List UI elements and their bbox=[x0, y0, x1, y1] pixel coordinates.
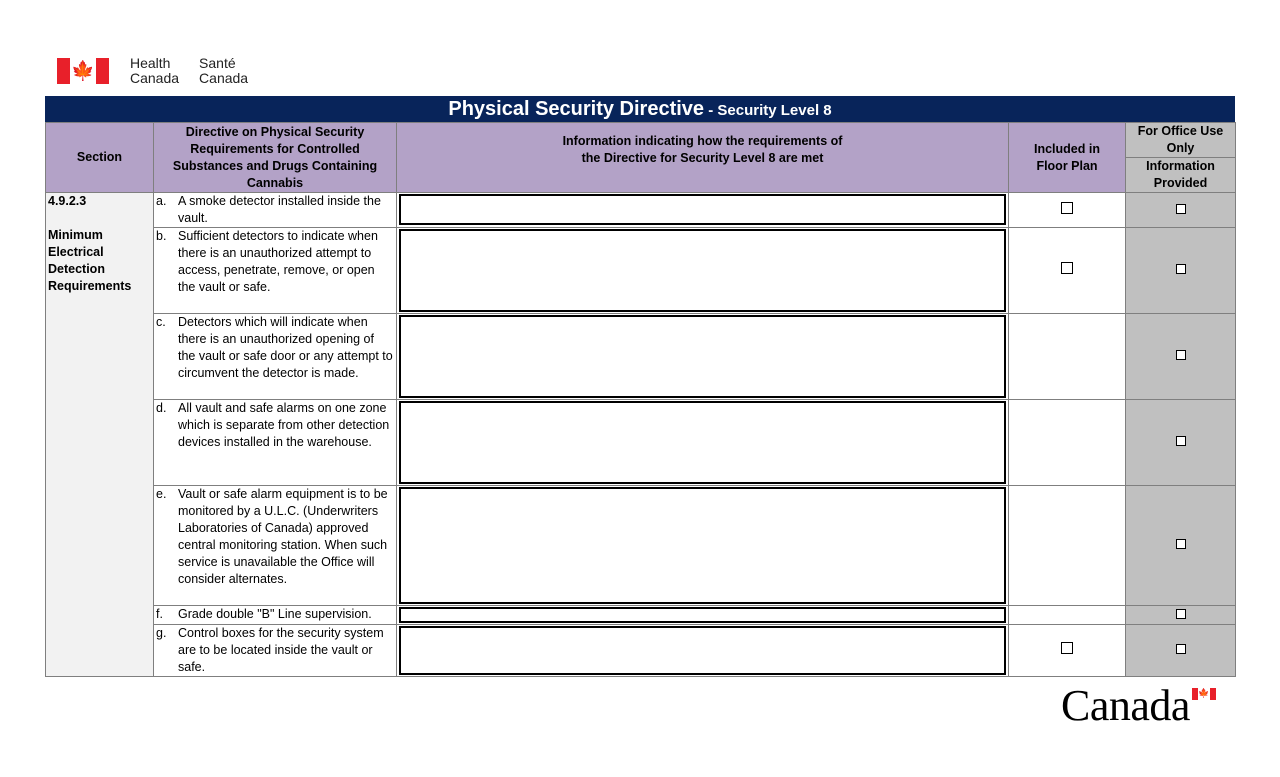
info-provided-checkbox[interactable] bbox=[1176, 644, 1186, 654]
directive-cell bbox=[154, 625, 397, 677]
table-row bbox=[46, 228, 1236, 314]
information-cell bbox=[397, 400, 1009, 486]
included-cell bbox=[1009, 486, 1126, 606]
canada-flag-icon: 🍁 bbox=[57, 58, 109, 84]
information-input[interactable] bbox=[399, 487, 1006, 604]
info-provided-checkbox[interactable] bbox=[1176, 539, 1186, 549]
table-row bbox=[46, 606, 1236, 625]
item-text: Sufficient detectors to indicate when there is an unauthorized attempt to access, penetrate, remove, or open the vault or safe. bbox=[178, 229, 378, 294]
item-letter: b. bbox=[156, 229, 167, 243]
brand-french: Santé Canada bbox=[199, 55, 249, 86]
information-input[interactable] bbox=[399, 194, 1006, 225]
brand-english: Health Canada bbox=[130, 55, 180, 86]
section-name: Minimum Electrical Detection Requirements bbox=[48, 228, 132, 293]
item-text: Vault or safe alarm equipment is to be monitored by a U.L.C. (Underwriters Laboratories of Canada) approved central monitoring station. When such service is unavailable the Office will consider alternates. bbox=[178, 487, 388, 586]
item-text: All vault and safe alarms on one zone which is separate from other detection devices installed in the warehouse. bbox=[178, 401, 390, 449]
included-cell bbox=[1009, 400, 1126, 486]
col-directive-header: Directive on Physical Security Requirements for Controlled Substances and Drugs Containing Cannabis bbox=[154, 123, 397, 193]
page-title bbox=[45, 96, 1235, 122]
item-text: Detectors which will indicate when there is an unauthorized opening of the vault or safe door or any attempt to circumvent the detector is made. bbox=[178, 315, 393, 380]
table-row bbox=[46, 193, 1236, 228]
item-text: Grade double "B" Line supervision. bbox=[178, 607, 372, 621]
included-checkbox[interactable] bbox=[1061, 262, 1073, 274]
information-cell bbox=[397, 193, 1009, 228]
included-cell bbox=[1009, 606, 1126, 625]
col-included-header: Included in Floor Plan bbox=[1009, 123, 1126, 193]
included-checkbox[interactable] bbox=[1061, 202, 1073, 214]
wordmark-flag-icon: 🍁 bbox=[1192, 688, 1216, 700]
included-cell bbox=[1009, 625, 1126, 677]
item-letter: c. bbox=[156, 315, 166, 329]
table-row bbox=[46, 486, 1236, 606]
col-office-use-header: For Office Use Only bbox=[1126, 123, 1236, 158]
section-number: 4.9.2.3 bbox=[48, 194, 87, 208]
office-use-cell bbox=[1126, 606, 1236, 625]
office-use-cell bbox=[1126, 486, 1236, 606]
col-section-header: Section bbox=[46, 123, 154, 193]
title-sub: - Security Level 8 bbox=[704, 102, 832, 119]
office-use-cell bbox=[1126, 193, 1236, 228]
information-input[interactable] bbox=[399, 626, 1006, 675]
directive-cell bbox=[154, 228, 397, 314]
info-provided-checkbox[interactable] bbox=[1176, 264, 1186, 274]
directive-cell bbox=[154, 486, 397, 606]
information-input[interactable] bbox=[399, 401, 1006, 484]
health-canada-logo bbox=[57, 56, 248, 86]
item-letter: g. bbox=[156, 626, 167, 640]
canada-wordmark: Canada bbox=[1061, 681, 1190, 730]
included-cell bbox=[1009, 193, 1126, 228]
directive-cell bbox=[154, 314, 397, 400]
info-provided-checkbox[interactable] bbox=[1176, 609, 1186, 619]
item-text: Control boxes for the security system are to be located inside the vault or safe. bbox=[178, 626, 384, 674]
included-cell bbox=[1009, 314, 1126, 400]
information-cell bbox=[397, 625, 1009, 677]
information-input[interactable] bbox=[399, 229, 1006, 312]
info-provided-checkbox[interactable] bbox=[1176, 350, 1186, 360]
office-use-cell bbox=[1126, 314, 1236, 400]
info-provided-checkbox[interactable] bbox=[1176, 436, 1186, 446]
col-info-provided-header: Information Provided bbox=[1126, 158, 1236, 193]
information-input[interactable] bbox=[399, 607, 1006, 623]
included-cell bbox=[1009, 228, 1126, 314]
information-cell bbox=[397, 486, 1009, 606]
title-main: Physical Security Directive bbox=[448, 98, 705, 120]
item-text: A smoke detector installed inside the vault. bbox=[178, 194, 381, 225]
office-use-cell bbox=[1126, 400, 1236, 486]
directive-cell bbox=[154, 400, 397, 486]
information-input[interactable] bbox=[399, 315, 1006, 398]
information-cell bbox=[397, 314, 1009, 400]
section-cell bbox=[46, 193, 154, 677]
directive-cell bbox=[154, 193, 397, 228]
col-information-header: Information indicating how the requirements of the Directive for Security Level 8 are met bbox=[397, 123, 1009, 193]
info-provided-checkbox[interactable] bbox=[1176, 204, 1186, 214]
directive-cell bbox=[154, 606, 397, 625]
information-cell bbox=[397, 606, 1009, 625]
included-checkbox[interactable] bbox=[1061, 642, 1073, 654]
table-row bbox=[46, 625, 1236, 677]
table-row bbox=[46, 314, 1236, 400]
table-row bbox=[46, 400, 1236, 486]
item-letter: e. bbox=[156, 487, 167, 501]
item-letter: a. bbox=[156, 194, 167, 208]
directive-table bbox=[45, 122, 1236, 677]
office-use-cell bbox=[1126, 228, 1236, 314]
information-cell bbox=[397, 228, 1009, 314]
item-letter: f. bbox=[156, 607, 163, 621]
item-letter: d. bbox=[156, 401, 167, 415]
office-use-cell bbox=[1126, 625, 1236, 677]
